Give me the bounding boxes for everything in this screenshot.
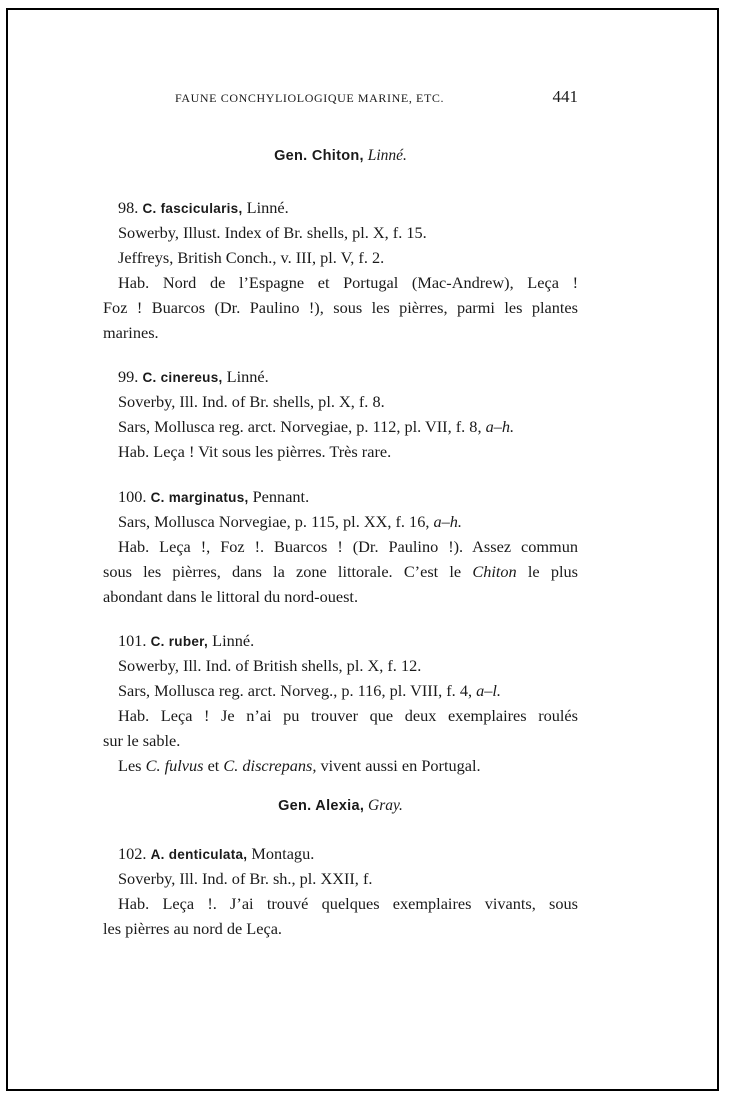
habitat-line: abondant dans le littoral du nord-ouest. — [103, 587, 359, 606]
entry-number: 100. — [118, 487, 147, 506]
entry-title — [103, 195, 578, 220]
species-author: Linné. — [226, 367, 269, 386]
running-header — [103, 88, 578, 110]
genus-name: Gen. Alexia, — [278, 798, 365, 814]
species-author: Montagu. — [251, 844, 315, 863]
habitat-line: sur le sable. — [103, 731, 181, 750]
species-entry-101 — [103, 628, 578, 778]
reference-line: Sowerby, Illust. Index of Br. shells, pl. X, f. 15. — [118, 223, 427, 242]
page-number: 441 — [552, 87, 578, 106]
habitat-line: Hab. Leça !, Foz !. Buarcos ! (Dr. Paulino !). Assez commun — [118, 537, 578, 556]
reference-line: Jeffreys, British Conch., v. III, pl. V, f. 2. — [118, 248, 385, 267]
reference-line — [103, 414, 578, 439]
entry-title — [103, 364, 578, 389]
species-author: Linné. — [212, 631, 255, 650]
habitat-text: le plus — [527, 562, 578, 581]
reference-figures: a–h. — [433, 512, 462, 531]
species-name: C. cinereus, — [142, 370, 223, 385]
note-text: et — [207, 756, 220, 775]
species-entry-102 — [103, 841, 578, 941]
species-author: Pennant. — [252, 487, 310, 506]
species-reference: C. discrepans, — [223, 756, 317, 775]
entry-title — [103, 484, 578, 509]
habitat-line: Foz ! Buarcos (Dr. Paulino !), sous les pièrres, parmi les plantes — [103, 298, 578, 317]
habitat-line: les pièrres au nord de Leça. — [103, 919, 283, 938]
running-title: FAUNE CONCHYLIOLOGIQUE MARINE, ETC. — [175, 91, 445, 105]
reference-line: Soverby, Ill. Ind. of Br. shells, pl. X, f. 8. — [118, 392, 385, 411]
note-text: vivent aussi en Portugal. — [320, 756, 481, 775]
species-author: Linné. — [246, 198, 289, 217]
habitat-line: Hab. Nord de l’Espagne et Portugal (Mac-Andrew), Leça ! — [118, 273, 578, 292]
note-text: Les — [118, 756, 142, 775]
entry-number: 98. — [118, 198, 139, 217]
habitat-line: Hab. Leça ! Vit sous les pièrres. Très rare. — [118, 442, 392, 461]
species-entry-98 — [103, 195, 578, 345]
species-name: C. marginatus, — [150, 490, 249, 505]
species-reference: C. fulvus — [145, 756, 204, 775]
entry-number: 101. — [118, 631, 147, 650]
reference-text: Sars, Mollusca reg. arct. Norvegiae, p. 112, pl. VII, f. 8, — [118, 417, 482, 436]
entry-title — [103, 628, 578, 653]
genus-reference: Chiton — [472, 562, 517, 581]
habitat-line: Hab. Leça !. J’ai trouvé quelques exemplaires vivants, sous — [118, 894, 578, 913]
reference-line — [103, 678, 578, 703]
entry-number: 102. — [118, 844, 147, 863]
entry-number: 99. — [118, 367, 139, 386]
habitat-line: Hab. Leça ! Je n’ai pu trouver que deux exemplaires roulés — [118, 706, 578, 725]
species-name: C. ruber, — [150, 634, 209, 649]
genus-heading-chiton — [103, 147, 578, 165]
species-name: C. fascicularis, — [142, 201, 243, 216]
habitat-line: marines. — [103, 323, 159, 342]
note-line — [103, 753, 578, 778]
species-entry-99 — [103, 364, 578, 464]
reference-line — [103, 509, 578, 534]
reference-line: Soverby, Ill. Ind. of Br. sh., pl. XXII, f. — [118, 869, 373, 888]
entry-title — [103, 841, 578, 866]
reference-line: Sowerby, Ill. Ind. of British shells, pl. X, f. 12. — [118, 656, 422, 675]
genus-author: Linné. — [367, 147, 407, 164]
genus-name: Gen. Chiton, — [274, 148, 364, 164]
species-name: A. denticulata, — [150, 847, 248, 862]
reference-text: Sars, Mollusca reg. arct. Norveg., p. 116, pl. VIII, f. 4, — [118, 681, 473, 700]
reference-figures: a–l. — [476, 681, 502, 700]
genus-heading-alexia — [103, 797, 578, 815]
genus-author: Gray. — [368, 797, 403, 814]
reference-text: Sars, Mollusca Norvegiae, p. 115, pl. XX, f. 16, — [118, 512, 430, 531]
habitat-text: sous les pièrres, dans la zone littorale. C’est le — [103, 562, 462, 581]
species-entry-100 — [103, 484, 578, 609]
reference-figures: a–h. — [485, 417, 515, 436]
habitat-line — [103, 559, 578, 584]
